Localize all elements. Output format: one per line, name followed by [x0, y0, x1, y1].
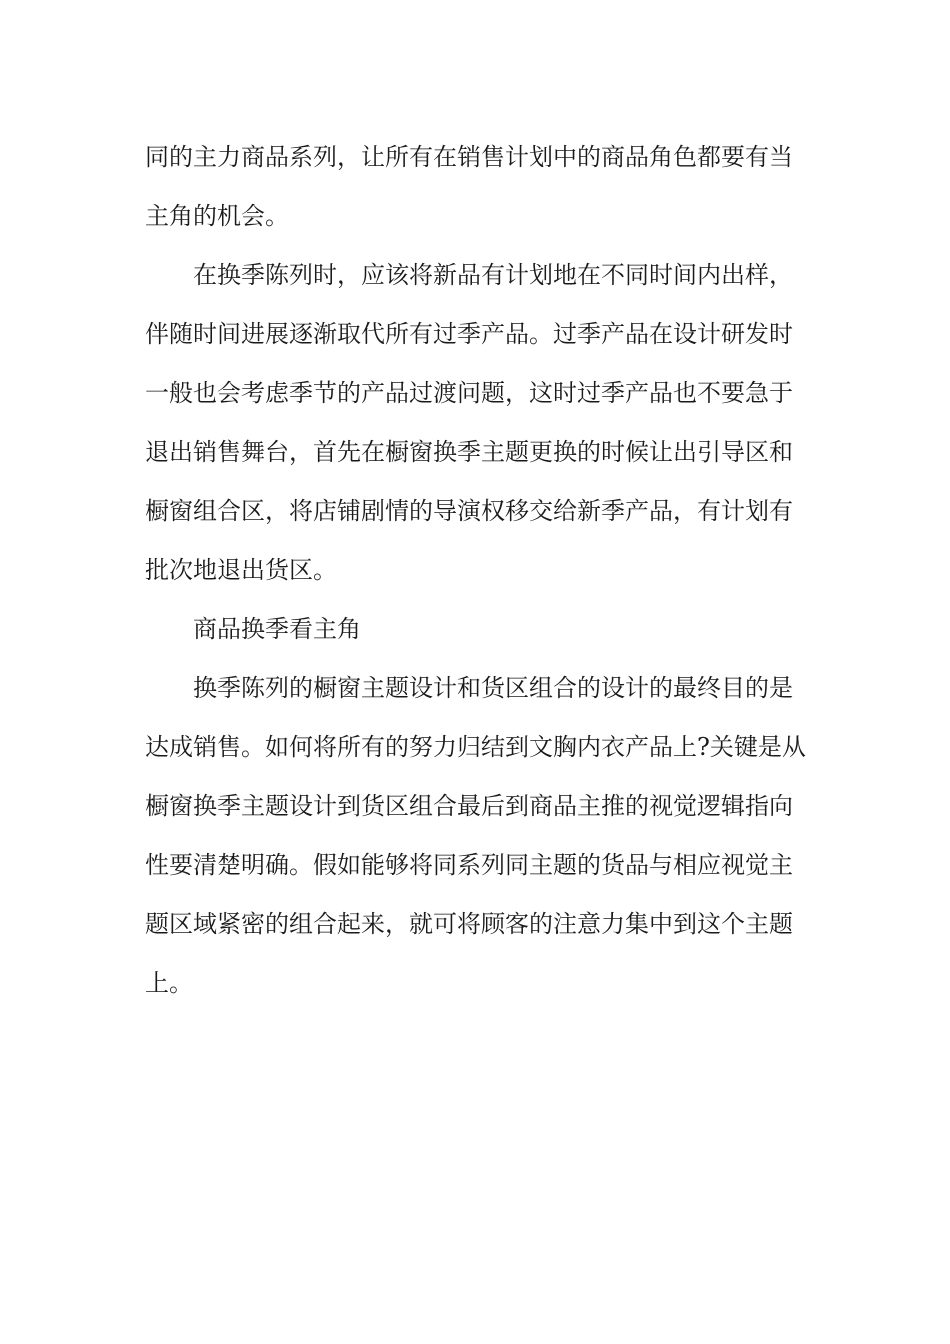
- document-body: [145, 128, 807, 1013]
- text-line: 主角的机会。: [145, 202, 289, 230]
- text-line: 退出销售舞台，首先在橱窗换季主题更换的时候让出引导区和: [145, 438, 793, 466]
- text-line: 题区域紧密的组合起来，就可将顾客的注意力集中到这个主题: [145, 910, 793, 938]
- text-line: 橱窗组合区，将店铺剧情的导演权移交给新季产品，有计划有: [145, 497, 793, 525]
- text-line: 伴随时间进展逐渐取代所有过季产品。过季产品在设计研发时: [145, 320, 793, 348]
- paragraph-first-line: 换季陈列的橱窗主题设计和货区组合的设计的最终目的是: [193, 674, 793, 702]
- text-line: 上。: [145, 969, 193, 997]
- text-line: 性要清楚明确。假如能够将同系列同主题的货品与相应视觉主: [145, 851, 793, 879]
- text-line: 一般也会考虑季节的产品过渡问题，这时过季产品也不要急于: [145, 379, 793, 407]
- text-line: 橱窗换季主题设计到货区组合最后到商品主推的视觉逻辑指向: [145, 792, 793, 820]
- text-line: 达成销售。如何将所有的努力归结到文胸内衣产品上?关键是从: [145, 733, 806, 761]
- paragraph-first-line: 在换季陈列时，应该将新品有计划地在不同时间内出样，: [193, 261, 793, 289]
- text-line: 同的主力商品系列，让所有在销售计划中的商品角色都要有当: [145, 143, 793, 171]
- text-line: 批次地退出货区。: [145, 556, 337, 584]
- section-heading: 商品换季看主角: [193, 615, 361, 643]
